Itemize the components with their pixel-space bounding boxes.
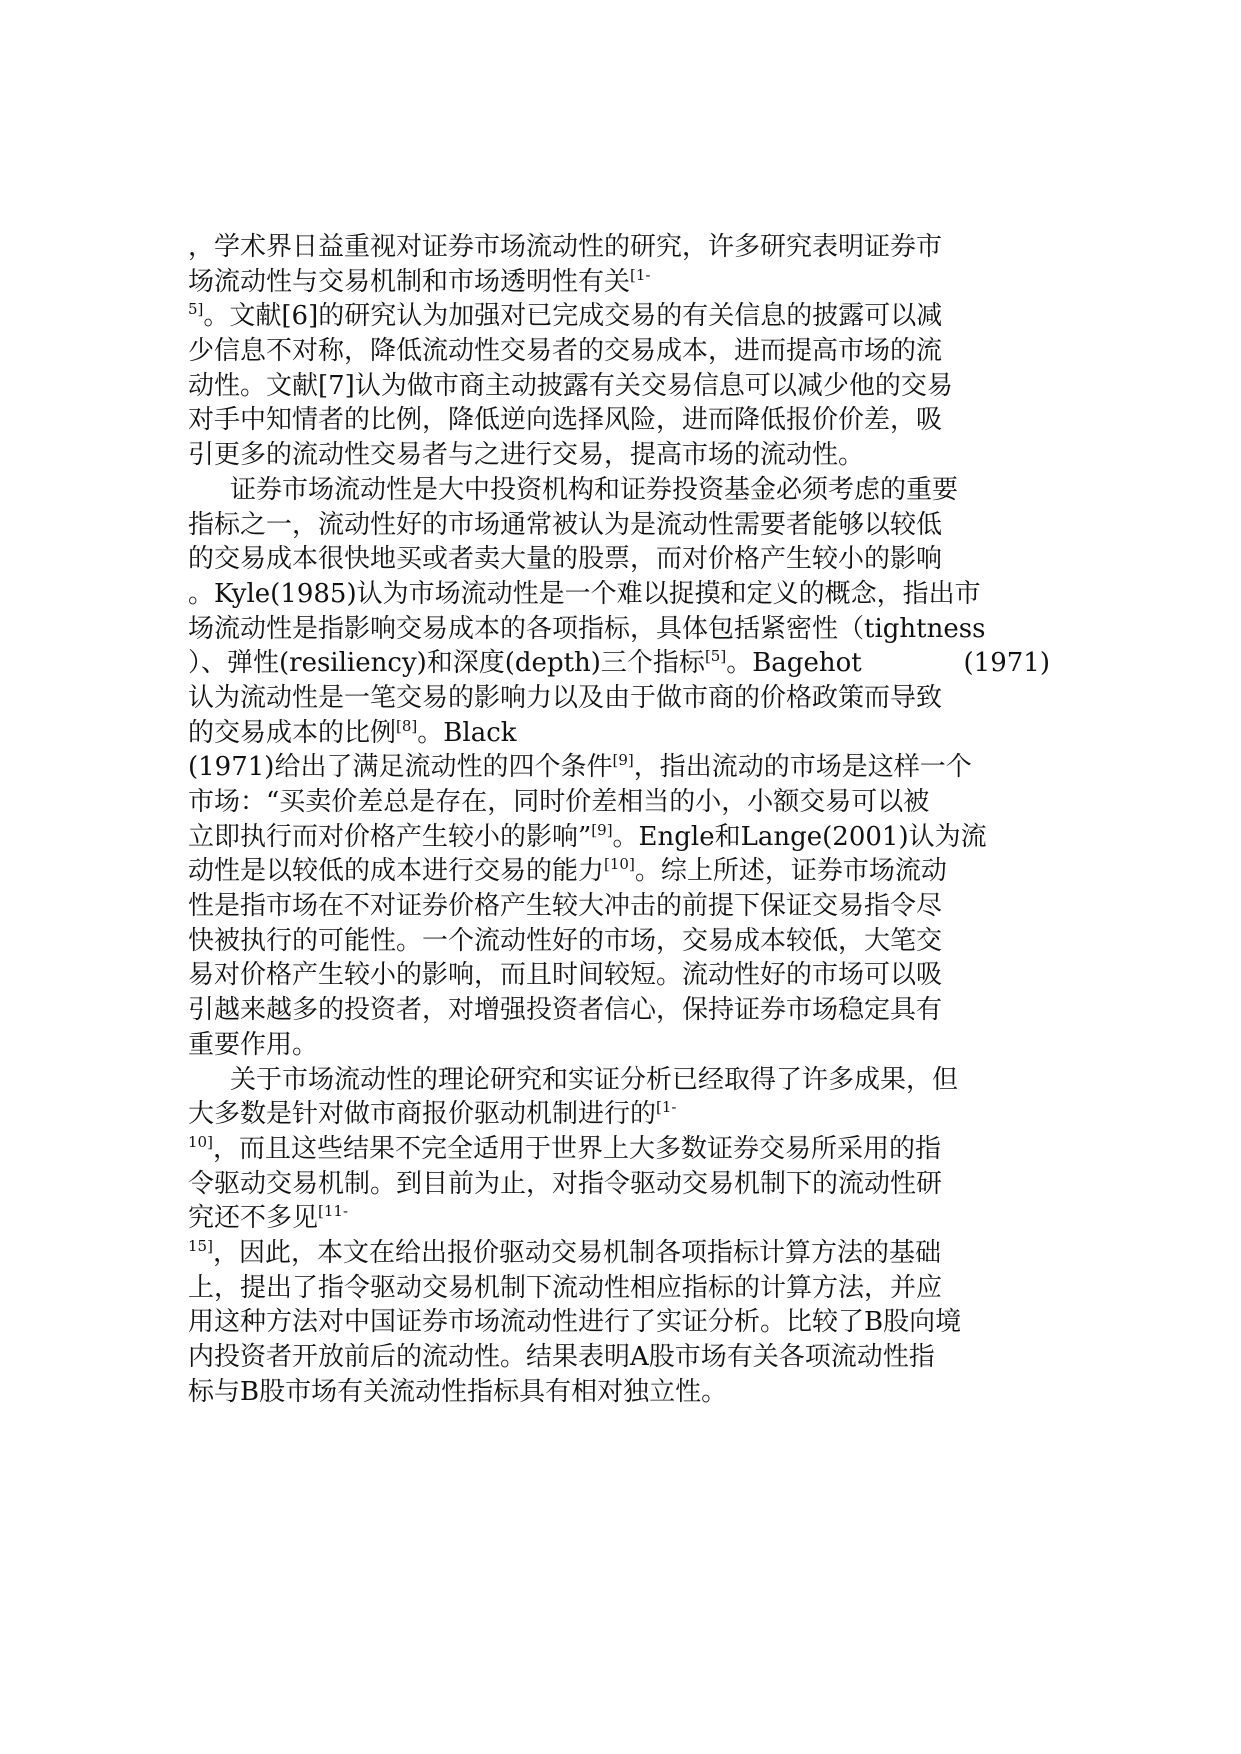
text-line: 上，提出了指令驱动交易机制下流动性相应指标的计算方法，并应	[188, 1272, 943, 1303]
text-line: 认为流动性是一笔交易的影响力以及由于做市商的价格政策而导致	[188, 682, 943, 713]
text-line: 的交易成本的比例[8]。Black	[188, 716, 517, 748]
text-line: 对手中知情者的比例，降低逆向选择风险，进而降低报价价差，吸	[188, 405, 943, 436]
text-line: 令驱动交易机制。到目前为止，对指令驱动交易机制下的流动性研	[188, 1168, 943, 1199]
text-line: 场流动性是指影响交易成本的各项指标，具体包括紧密性（tightness	[188, 613, 986, 644]
citation: [11-	[318, 1202, 349, 1221]
text-line: 指标之一，流动性好的市场通常被认为是流动性需要者能够以较低	[188, 509, 943, 540]
citation: 5]	[188, 300, 204, 319]
text-line: ）、弹性(resiliency)和深度(depth)三个指标[5]。Bagehot (1971)	[188, 647, 1050, 679]
text-line: $^{5]}$。文献[6]的研究认为加强对已完成交易的有关信息的披露可以减	[188, 300, 943, 332]
text-line: 引更多的流动性交易者与之进行交易，提高市场的流动性。	[188, 440, 865, 471]
text-line: 重要作用。	[188, 1029, 319, 1060]
text-line: (1971)给出了满足流动性的四个条件[9]，指出流动的市场是这样一个	[188, 751, 972, 783]
text-line: 市场：“买卖价差总是存在，同时价差相当的小，小额交易可以被	[188, 787, 930, 817]
text-line: 内投资者开放前后的流动性。结果表明A股市场有关各项流动性指	[188, 1342, 935, 1372]
citation: [9]	[612, 751, 634, 770]
text-line: 。Kyle(1985)认为市场流动性是一个难以捉摸和定义的概念，指出市	[188, 578, 981, 609]
text-line: 场流动性与交易机制和市场透明性有关$^{[1-}$	[188, 265, 651, 297]
text-line: 快被执行的可能性。一个流动性好的市场，交易成本较低，大笔交	[188, 925, 943, 956]
text-line: 引越来越多的投资者，对增强投资者信心，保持证券市场稳定具有	[188, 995, 943, 1026]
citation: [1-	[656, 1098, 677, 1117]
text-line: 究还不多见$^{[11-}$	[188, 1202, 349, 1234]
text-line: 标与B股市场有关流动性指标具有相对独立性。	[188, 1376, 728, 1407]
text-line: 动性是以较低的成本进行交易的能力[10]。综上所述，证券市场流动	[188, 855, 947, 887]
body-text	[188, 230, 1050, 1409]
citation: 15]	[188, 1236, 213, 1255]
text-line: 立即执行而对价格产生较小的影响”[9]。Engle和Lange(2001)认为流	[188, 820, 987, 852]
citation: [5]	[704, 647, 727, 666]
citation: [10]	[604, 855, 635, 874]
citation: [8]	[396, 716, 418, 735]
text-line: $^{15]}$，因此，本文在给出报价驱动交易机制各项指标计算方法的基础	[188, 1236, 941, 1268]
citation: 10]	[188, 1132, 213, 1151]
paragraph-start: 证券市场流动性是大中投资机构和证券投资基金必须考虑的重要	[230, 474, 959, 505]
text-line: 用这种方法对中国证券市场流动性进行了实证分析。比较了B股向境	[188, 1307, 962, 1338]
paragraph-start: 关于市场流动性的理论研究和实证分析已经取得了许多成果，但	[230, 1064, 959, 1095]
text-line: 大多数是针对做市商报价驱动机制进行的$^{[1-}$	[188, 1098, 677, 1130]
text-line: 动性。文献[7]认为做市商主动披露有关交易信息可以减少他的交易	[188, 370, 953, 401]
citation: [9]	[591, 820, 613, 839]
text-line: $^{10]}$，而且这些结果不完全适用于世界上大多数证券交易所采用的指	[188, 1132, 941, 1164]
text-line: ，学术界日益重视对证券市场流动性的研究，许多研究表明证券市	[188, 232, 943, 262]
text-line: 性是指市场在不对证券价格产生较大冲击的前提下保证交易指令尽	[188, 891, 943, 922]
text-line: 的交易成本很快地买或者卖大量的股票，而对价格产生较小的影响	[188, 544, 943, 575]
citation: [1-	[630, 265, 651, 284]
text-line: 少信息不对称，降低流动性交易者的交易成本，进而提高市场的流	[188, 336, 943, 367]
text-line: 易对价格产生较小的影响，而且时间较短。流动性好的市场可以吸	[188, 960, 943, 991]
